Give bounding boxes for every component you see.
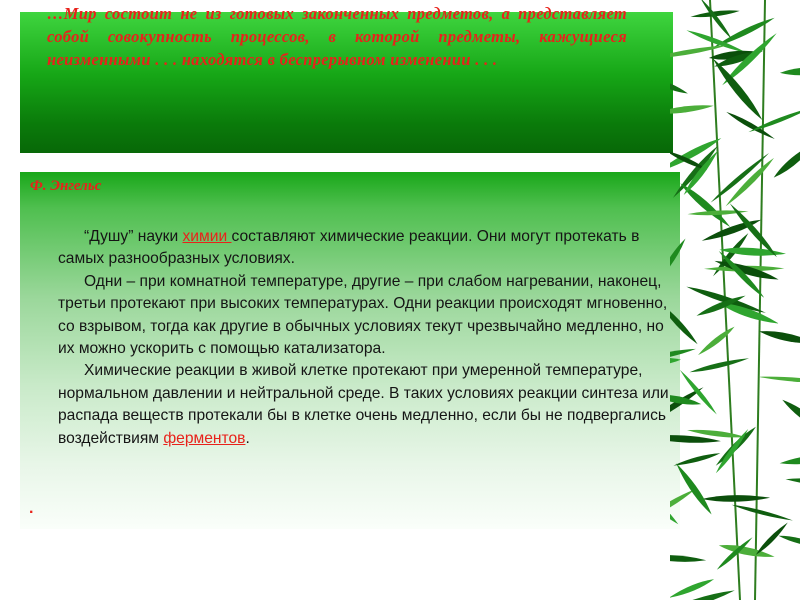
quote-box bbox=[20, 4, 673, 153]
body-text bbox=[58, 226, 672, 450]
chemistry-link[interactable]: химии bbox=[182, 228, 232, 245]
enzymes-link[interactable]: ферментов bbox=[163, 429, 246, 447]
bamboo-leaf bbox=[670, 74, 689, 97]
bamboo-leaf bbox=[771, 140, 800, 180]
bamboo-leaf bbox=[670, 299, 700, 346]
content-box bbox=[20, 172, 680, 529]
paragraph-3-end: . bbox=[245, 429, 250, 447]
paragraph-1 bbox=[58, 226, 672, 271]
bamboo-leaf bbox=[698, 0, 733, 40]
bamboo-leaves bbox=[670, 0, 800, 600]
bamboo-leaf bbox=[759, 328, 800, 347]
bamboo-leaf bbox=[678, 368, 718, 416]
bamboo-leaf bbox=[689, 356, 750, 375]
bamboo-leaf bbox=[779, 452, 800, 467]
bamboo-leaf bbox=[778, 533, 800, 549]
bamboo-leaf bbox=[702, 494, 771, 502]
bamboo-leaf bbox=[785, 476, 800, 489]
bamboo-leaf bbox=[673, 461, 714, 516]
bamboo-leaf bbox=[678, 181, 733, 230]
bamboo-leaves-decoration bbox=[670, 0, 800, 600]
bamboo-leaf bbox=[696, 324, 736, 357]
bamboo-leaf bbox=[670, 356, 681, 367]
bamboo-leaf bbox=[780, 397, 800, 439]
paragraph-3-start: Химические реакции в живой клетке протекают при умеренной температуре, нормальном давлении и нейтральной среде. В таких условиях реакции синтеза или распада веществ протекали бы в клетке очень медленно, если бы не подвергались воздействиям bbox=[58, 362, 669, 447]
quote-text: …Мир состоит не из готовых законченных предметов, а представляет собой совокупность процессов, в которой предметы, кажущиеся неизменными . . . находятся в беспрерывном изменении . . . bbox=[47, 4, 627, 69]
bamboo-leaf bbox=[670, 103, 714, 117]
bamboo-leaf bbox=[780, 66, 800, 77]
bamboo-leaf bbox=[670, 237, 688, 284]
paragraph-1-start: “Душу” науки bbox=[84, 228, 183, 245]
bamboo-leaf bbox=[673, 451, 721, 468]
bamboo-leaf bbox=[670, 553, 706, 563]
bamboo-leaf bbox=[754, 521, 790, 557]
paragraph-2: Одни – при комнатной температуре, другие – при слабом нагревании, наконец, третьи протекают при высоких температурах. Одни реакции происходят мгновенно, со взрывом, тогда как другие в обычных условиях текут чрезвычайно медленно, но их можно ускорить с помощью катализатора. bbox=[58, 272, 668, 358]
bamboo-leaf bbox=[731, 503, 793, 523]
paragraph-3 bbox=[58, 360, 672, 450]
quote-author: Ф. Энгельс bbox=[30, 178, 102, 194]
bamboo-leaf bbox=[758, 375, 800, 385]
footer-mark: . bbox=[29, 500, 34, 517]
bamboo-leaf bbox=[710, 56, 766, 123]
paragraph-1-end: составляют химические реакции. Они могут протекать в самых разнообразных условиях. bbox=[58, 228, 640, 268]
